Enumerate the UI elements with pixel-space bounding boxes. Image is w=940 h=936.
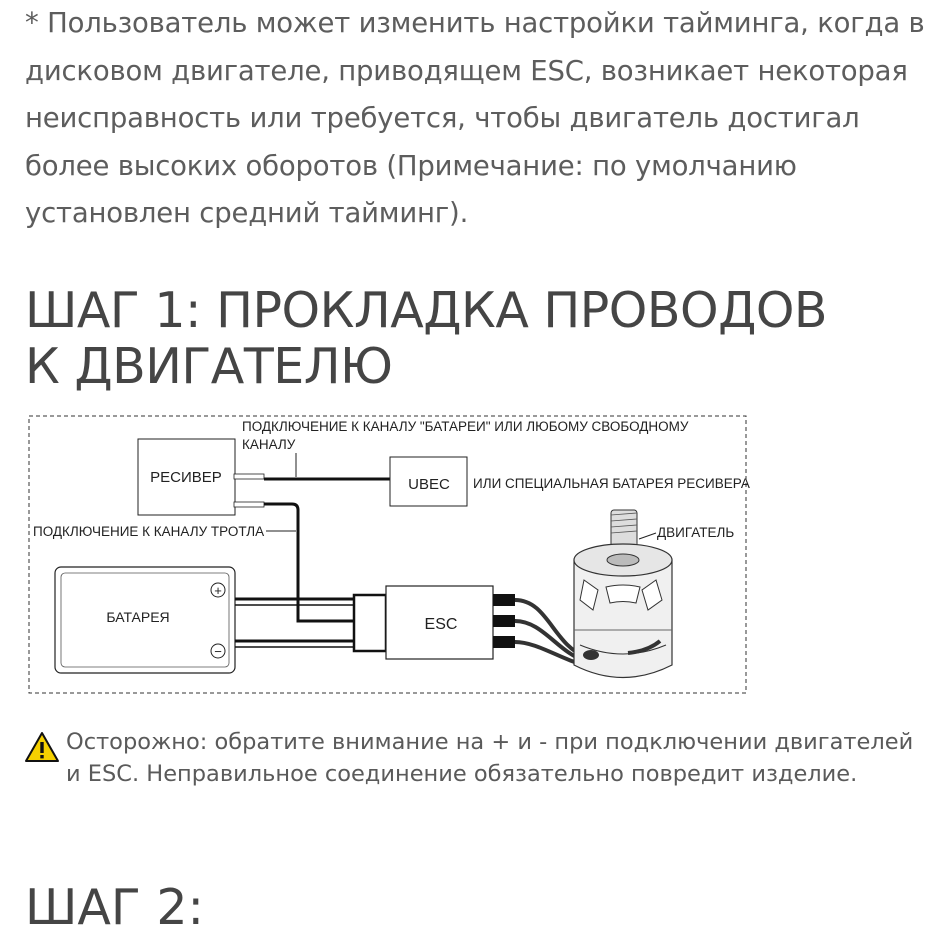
wiring-diagram <box>28 415 750 697</box>
throttle-channel-label: ПОДКЛЮЧЕНИЕ К КАНАЛУ ТРОТЛА <box>33 524 265 539</box>
esc-label: ESC <box>424 616 458 633</box>
step1-title-line2: К ДВИГАТЕЛЮ <box>25 338 393 395</box>
receiver-battery-label: ИЛИ СПЕЦИАЛЬНАЯ БАТАРЕЯ РЕСИВЕРА <box>473 476 750 491</box>
minus-icon: − <box>214 644 222 659</box>
caution-text: Осторожно: обратите внимание на + и - при подключении двигателей и ESC. Неправильное соединение обязательно повредит изделие. <box>66 729 914 787</box>
battery-label: БАТАРЕЯ <box>106 609 170 625</box>
motor-label: ДВИГАТЕЛЬ <box>657 525 735 540</box>
ubec-label: UBEC <box>408 476 450 493</box>
battery-channel-label: ПОДКЛЮЧЕНИЕ К КАНАЛУ "БАТАРЕИ" ИЛИ ЛЮБОМУ СВОБОДНОМУ <box>242 419 689 434</box>
step1-title-line1: ШАГ 1: ПРОКЛАДКА ПРОВОДОВ <box>25 282 828 339</box>
plus-icon: + <box>214 583 222 598</box>
step1-heading <box>25 283 925 395</box>
timing-note: * Пользователь может изменить настройки тайминга, когда в дисковом двигателе, приводящем ESC, возникает некоторая неисправность или требуется, чтобы двигатель достигал более высоких оборотов (Примечание: по умолчанию установлен средний тайминг). <box>25 7 925 229</box>
receiver-label: РЕСИВЕР <box>150 469 222 486</box>
warning-triangle-icon <box>24 731 60 763</box>
battery-channel-label-2: КАНАЛУ <box>242 437 296 452</box>
step2-heading: ШАГ 2: <box>25 879 205 936</box>
